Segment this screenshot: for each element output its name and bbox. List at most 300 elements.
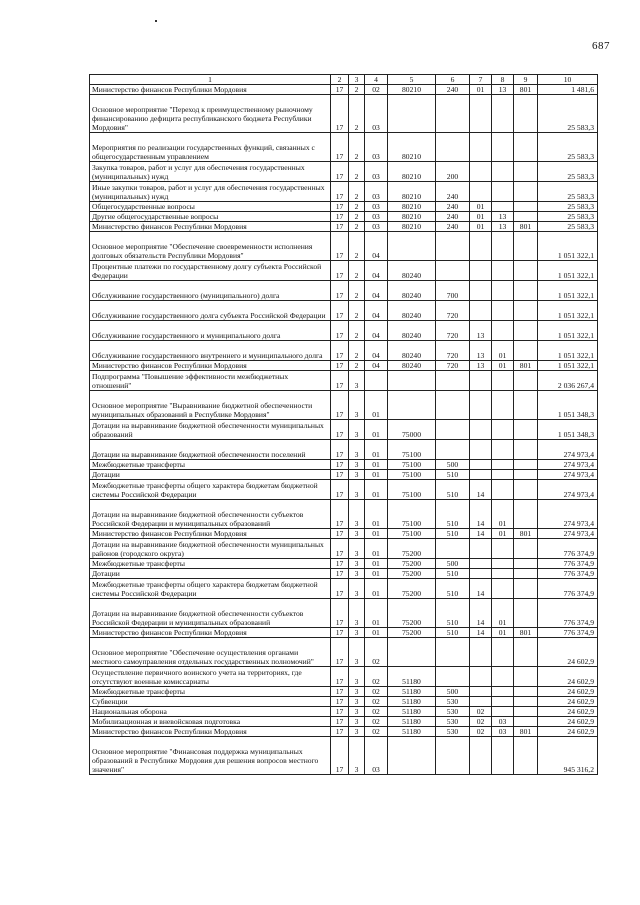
row-name-cell: Общегосударственные вопросы xyxy=(90,202,331,212)
col5-cell: 80240 xyxy=(388,301,436,321)
col6-cell: 240 xyxy=(436,222,470,232)
col6-cell: 530 xyxy=(436,727,470,737)
col5-cell: 80210 xyxy=(388,222,436,232)
col7-cell xyxy=(470,391,492,420)
amount-cell: 274 973,4 xyxy=(538,440,598,460)
col8-cell xyxy=(492,202,514,212)
col7-cell xyxy=(470,470,492,480)
col4-cell: 03 xyxy=(365,133,388,162)
col3-cell: 3 xyxy=(349,529,365,539)
col3-cell: 2 xyxy=(349,232,365,261)
table-row xyxy=(90,470,598,480)
col7-cell: 14 xyxy=(470,500,492,529)
col5-cell: 75200 xyxy=(388,579,436,599)
col4-cell: 01 xyxy=(365,470,388,480)
col9-cell xyxy=(514,500,538,529)
col3-cell: 2 xyxy=(349,162,365,182)
col6-cell xyxy=(436,95,470,133)
table-row xyxy=(90,371,598,391)
col7-cell: 14 xyxy=(470,579,492,599)
col4-cell: 01 xyxy=(365,599,388,628)
row-name-cell: Закупка товаров, работ и услуг для обеспечения государственных (муниципальных) нужд xyxy=(90,162,331,182)
col4-cell: 03 xyxy=(365,95,388,133)
col2-cell: 17 xyxy=(331,301,349,321)
amount-cell: 1 051 322,1 xyxy=(538,261,598,281)
col4-cell: 01 xyxy=(365,628,388,638)
col8-cell: 03 xyxy=(492,717,514,727)
col9-cell xyxy=(514,569,538,579)
col6-cell: 240 xyxy=(436,182,470,202)
col3-cell: 3 xyxy=(349,391,365,420)
table-row xyxy=(90,737,598,775)
col2-cell: 17 xyxy=(331,727,349,737)
col7-cell xyxy=(470,559,492,569)
col2-cell: 17 xyxy=(331,212,349,222)
col9-cell xyxy=(514,182,538,202)
col4-cell: 03 xyxy=(365,212,388,222)
row-name-cell: Основное мероприятие "Переход к преимущественному рыночному финансированию дефицита республиканского бюджета Республики Мордовия" xyxy=(90,95,331,133)
col7-cell: 01 xyxy=(470,85,492,95)
amount-cell: 24 602,9 xyxy=(538,667,598,687)
col7-cell xyxy=(470,301,492,321)
col7-cell: 01 xyxy=(470,212,492,222)
row-name-cell: Дотации на выравнивание бюджетной обеспеченности муниципальных районов (городского округа) xyxy=(90,539,331,559)
col5-cell: 80210 xyxy=(388,182,436,202)
col8-cell xyxy=(492,579,514,599)
header-cell: 6 xyxy=(436,75,470,85)
col2-cell: 17 xyxy=(331,460,349,470)
col2-cell: 17 xyxy=(331,628,349,638)
col9-cell xyxy=(514,281,538,301)
col2-cell: 17 xyxy=(331,470,349,480)
col2-cell: 17 xyxy=(331,717,349,727)
col4-cell: 02 xyxy=(365,85,388,95)
col6-cell: 240 xyxy=(436,85,470,95)
col9-cell: 801 xyxy=(514,222,538,232)
col9-cell xyxy=(514,697,538,707)
col7-cell: 02 xyxy=(470,727,492,737)
table-row xyxy=(90,687,598,697)
col4-cell: 02 xyxy=(365,727,388,737)
col2-cell: 17 xyxy=(331,500,349,529)
col2-cell: 17 xyxy=(331,737,349,775)
col7-cell xyxy=(470,162,492,182)
table-row xyxy=(90,667,598,687)
col2-cell: 17 xyxy=(331,480,349,500)
table-row xyxy=(90,301,598,321)
col2-cell: 17 xyxy=(331,697,349,707)
col9-cell xyxy=(514,539,538,559)
amount-cell: 1 051 322,1 xyxy=(538,341,598,361)
amount-cell: 1 481,6 xyxy=(538,85,598,95)
table-row xyxy=(90,500,598,529)
col6-cell xyxy=(436,440,470,460)
col3-cell: 3 xyxy=(349,470,365,480)
col9-cell: 801 xyxy=(514,361,538,371)
row-name-cell: Дотации на выравнивание бюджетной обеспеченности субъектов Российской Федерации и муниципальных образований xyxy=(90,500,331,529)
table-row xyxy=(90,85,598,95)
col6-cell: 530 xyxy=(436,717,470,727)
amount-cell: 2 036 267,4 xyxy=(538,371,598,391)
amount-cell: 25 583,3 xyxy=(538,162,598,182)
col6-cell xyxy=(436,261,470,281)
col6-cell: 510 xyxy=(436,579,470,599)
amount-cell: 776 374,9 xyxy=(538,559,598,569)
row-name-cell: Министерство финансов Республики Мордовия xyxy=(90,361,331,371)
table-row xyxy=(90,420,598,440)
col7-cell: 14 xyxy=(470,529,492,539)
col7-cell xyxy=(470,95,492,133)
col8-cell: 01 xyxy=(492,500,514,529)
col5-cell: 75100 xyxy=(388,480,436,500)
table-row xyxy=(90,212,598,222)
col8-cell xyxy=(492,687,514,697)
col5-cell: 75200 xyxy=(388,559,436,569)
col9-cell xyxy=(514,687,538,697)
header-cell: 9 xyxy=(514,75,538,85)
col2-cell: 17 xyxy=(331,638,349,667)
row-name-cell: Процентные платежи по государственному долгу субъекта Российской Федерации xyxy=(90,261,331,281)
col7-cell: 14 xyxy=(470,480,492,500)
col2-cell: 17 xyxy=(331,440,349,460)
col8-cell: 01 xyxy=(492,341,514,361)
col5-cell: 75100 xyxy=(388,440,436,460)
row-name-cell: Иные закупки товаров, работ и услуг для обеспечения государственных (муниципальных) нужд xyxy=(90,182,331,202)
col8-cell: 01 xyxy=(492,361,514,371)
amount-cell: 1 051 322,1 xyxy=(538,321,598,341)
col6-cell xyxy=(436,420,470,440)
col6-cell xyxy=(436,232,470,261)
col7-cell: 01 xyxy=(470,222,492,232)
table-row xyxy=(90,638,598,667)
header-cell: 5 xyxy=(388,75,436,85)
col6-cell: 530 xyxy=(436,707,470,717)
col5-cell: 80240 xyxy=(388,281,436,301)
col4-cell: 01 xyxy=(365,420,388,440)
table-row xyxy=(90,717,598,727)
col3-cell: 3 xyxy=(349,687,365,697)
col2-cell: 17 xyxy=(331,579,349,599)
col7-cell: 02 xyxy=(470,717,492,727)
col8-cell: 01 xyxy=(492,628,514,638)
col9-cell: 801 xyxy=(514,529,538,539)
amount-cell: 1 051 348,3 xyxy=(538,420,598,440)
amount-cell: 945 316,2 xyxy=(538,737,598,775)
col3-cell: 3 xyxy=(349,569,365,579)
amount-cell: 274 973,4 xyxy=(538,470,598,480)
table-row xyxy=(90,182,598,202)
scan-speck xyxy=(155,20,157,22)
header-cell: 1 xyxy=(90,75,331,85)
row-name-cell: Дотации на выравнивание бюджетной обеспеченности субъектов Российской Федерации и муниципальных образований xyxy=(90,599,331,628)
col2-cell: 17 xyxy=(331,361,349,371)
row-name-cell: Обслуживание государственного (муниципального) долга xyxy=(90,281,331,301)
col3-cell: 3 xyxy=(349,727,365,737)
amount-cell: 1 051 322,1 xyxy=(538,301,598,321)
col8-cell xyxy=(492,440,514,460)
col8-cell xyxy=(492,460,514,470)
col9-cell xyxy=(514,232,538,261)
col3-cell: 2 xyxy=(349,361,365,371)
col7-cell xyxy=(470,182,492,202)
col6-cell: 510 xyxy=(436,480,470,500)
col7-cell xyxy=(470,687,492,697)
col3-cell: 3 xyxy=(349,579,365,599)
col9-cell xyxy=(514,341,538,361)
table-row xyxy=(90,697,598,707)
col9-cell xyxy=(514,95,538,133)
amount-cell: 776 374,9 xyxy=(538,579,598,599)
col4-cell: 04 xyxy=(365,321,388,341)
col9-cell xyxy=(514,261,538,281)
col8-cell: 13 xyxy=(492,85,514,95)
col7-cell xyxy=(470,133,492,162)
col6-cell xyxy=(436,133,470,162)
col6-cell: 500 xyxy=(436,460,470,470)
col7-cell xyxy=(470,737,492,775)
header-cell: 8 xyxy=(492,75,514,85)
table-row xyxy=(90,707,598,717)
col7-cell xyxy=(470,539,492,559)
col7-cell xyxy=(470,667,492,687)
col5-cell: 51180 xyxy=(388,717,436,727)
col3-cell: 2 xyxy=(349,85,365,95)
col7-cell: 13 xyxy=(470,361,492,371)
table-row xyxy=(90,222,598,232)
col7-cell: 14 xyxy=(470,599,492,628)
row-name-cell: Межбюджетные трансферты общего характера бюджетам бюджетной системы Российской Федерации xyxy=(90,579,331,599)
col3-cell: 2 xyxy=(349,222,365,232)
row-name-cell: Министерство финансов Республики Мордовия xyxy=(90,727,331,737)
col4-cell: 04 xyxy=(365,301,388,321)
amount-cell: 776 374,9 xyxy=(538,599,598,628)
col3-cell: 2 xyxy=(349,281,365,301)
table-row xyxy=(90,628,598,638)
col4-cell: 01 xyxy=(365,391,388,420)
col6-cell: 720 xyxy=(436,301,470,321)
amount-cell: 1 051 322,1 xyxy=(538,232,598,261)
col3-cell: 2 xyxy=(349,133,365,162)
col9-cell xyxy=(514,371,538,391)
col7-cell xyxy=(470,569,492,579)
col9-cell xyxy=(514,599,538,628)
amount-cell: 25 583,3 xyxy=(538,95,598,133)
col7-cell: 02 xyxy=(470,707,492,717)
col8-cell xyxy=(492,638,514,667)
col8-cell xyxy=(492,539,514,559)
col5-cell: 51180 xyxy=(388,667,436,687)
header-cell: 3 xyxy=(349,75,365,85)
col6-cell: 240 xyxy=(436,202,470,212)
col3-cell: 3 xyxy=(349,500,365,529)
row-name-cell: Межбюджетные трансферты xyxy=(90,687,331,697)
col9-cell xyxy=(514,737,538,775)
col8-cell: 01 xyxy=(492,529,514,539)
budget-table xyxy=(89,74,598,775)
col4-cell: 01 xyxy=(365,539,388,559)
amount-cell: 1 051 348,3 xyxy=(538,391,598,420)
col3-cell: 2 xyxy=(349,212,365,222)
col6-cell xyxy=(436,638,470,667)
col3-cell: 3 xyxy=(349,599,365,628)
col3-cell: 3 xyxy=(349,539,365,559)
row-name-cell: Обслуживание государственного долга субъекта Российской Федерации xyxy=(90,301,331,321)
col4-cell: 02 xyxy=(365,697,388,707)
row-name-cell: Мероприятия по реализации государственных функций, связанных с общегосударственным управлением xyxy=(90,133,331,162)
col5-cell: 51180 xyxy=(388,697,436,707)
col6-cell: 530 xyxy=(436,697,470,707)
row-name-cell: Обслуживание государственного внутреннего и муниципального долга xyxy=(90,341,331,361)
amount-cell: 776 374,9 xyxy=(538,569,598,579)
col2-cell: 17 xyxy=(331,182,349,202)
col5-cell: 80210 xyxy=(388,133,436,162)
col6-cell: 510 xyxy=(436,569,470,579)
col2-cell: 17 xyxy=(331,420,349,440)
col3-cell: 2 xyxy=(349,95,365,133)
col3-cell: 2 xyxy=(349,202,365,212)
col8-cell: 13 xyxy=(492,222,514,232)
col5-cell xyxy=(388,95,436,133)
col4-cell: 02 xyxy=(365,667,388,687)
table-row xyxy=(90,569,598,579)
col2-cell: 17 xyxy=(331,261,349,281)
col9-cell xyxy=(514,470,538,480)
row-name-cell: Мобилизационная и вневойсковая подготовка xyxy=(90,717,331,727)
col6-cell: 720 xyxy=(436,341,470,361)
col4-cell: 02 xyxy=(365,717,388,727)
amount-cell: 274 973,4 xyxy=(538,460,598,470)
col5-cell: 51180 xyxy=(388,707,436,717)
row-name-cell: Межбюджетные трансферты общего характера бюджетам бюджетной системы Российской Федерации xyxy=(90,480,331,500)
col9-cell xyxy=(514,480,538,500)
col8-cell xyxy=(492,95,514,133)
col2-cell: 17 xyxy=(331,391,349,420)
col7-cell xyxy=(470,281,492,301)
row-name-cell: Подпрограмма "Повышение эффективности межбюджетных отношений" xyxy=(90,371,331,391)
col3-cell: 3 xyxy=(349,717,365,727)
col6-cell: 700 xyxy=(436,281,470,301)
row-name-cell: Дотации xyxy=(90,470,331,480)
col9-cell xyxy=(514,638,538,667)
col3-cell: 3 xyxy=(349,707,365,717)
amount-cell: 25 583,3 xyxy=(538,133,598,162)
col4-cell: 03 xyxy=(365,737,388,775)
amount-cell: 1 051 322,1 xyxy=(538,361,598,371)
amount-cell: 776 374,9 xyxy=(538,628,598,638)
col4-cell: 04 xyxy=(365,232,388,261)
amount-cell: 24 602,9 xyxy=(538,687,598,697)
col2-cell: 17 xyxy=(331,85,349,95)
col3-cell: 2 xyxy=(349,301,365,321)
col8-cell xyxy=(492,182,514,202)
amount-cell: 274 973,4 xyxy=(538,480,598,500)
col2-cell: 17 xyxy=(331,133,349,162)
col3-cell: 3 xyxy=(349,697,365,707)
col4-cell: 02 xyxy=(365,707,388,717)
col2-cell: 17 xyxy=(331,202,349,212)
col2-cell: 17 xyxy=(331,371,349,391)
col6-cell: 510 xyxy=(436,599,470,628)
col5-cell: 75100 xyxy=(388,500,436,529)
col2-cell: 17 xyxy=(331,687,349,697)
col5-cell xyxy=(388,232,436,261)
col5-cell xyxy=(388,638,436,667)
col5-cell: 75200 xyxy=(388,539,436,559)
col7-cell: 01 xyxy=(470,202,492,212)
row-name-cell: Основное мероприятие "Финансовая поддержка муниципальных образований в Республике Мордовия для решения вопросов местного значения" xyxy=(90,737,331,775)
col5-cell: 80210 xyxy=(388,212,436,222)
col5-cell: 75200 xyxy=(388,569,436,579)
table-row xyxy=(90,480,598,500)
col8-cell xyxy=(492,667,514,687)
col8-cell xyxy=(492,321,514,341)
row-name-cell: Министерство финансов Республики Мордовия xyxy=(90,85,331,95)
col6-cell: 200 xyxy=(436,162,470,182)
col9-cell xyxy=(514,162,538,182)
table-row xyxy=(90,321,598,341)
row-name-cell: Дотации на выравнивание бюджетной обеспеченности муниципальных образований xyxy=(90,420,331,440)
col2-cell: 17 xyxy=(331,95,349,133)
col9-cell xyxy=(514,559,538,569)
amount-cell: 24 602,9 xyxy=(538,707,598,717)
col4-cell: 04 xyxy=(365,361,388,371)
col3-cell: 3 xyxy=(349,440,365,460)
col8-cell xyxy=(492,162,514,182)
table-row xyxy=(90,341,598,361)
col9-cell xyxy=(514,667,538,687)
col8-cell xyxy=(492,133,514,162)
col2-cell: 17 xyxy=(331,162,349,182)
col6-cell: 720 xyxy=(436,361,470,371)
col8-cell xyxy=(492,232,514,261)
col5-cell: 80240 xyxy=(388,321,436,341)
col5-cell: 75200 xyxy=(388,599,436,628)
col2-cell: 17 xyxy=(331,222,349,232)
col5-cell xyxy=(388,737,436,775)
col7-cell xyxy=(470,697,492,707)
col4-cell: 03 xyxy=(365,222,388,232)
row-name-cell: Основное мероприятие "Обеспечение своевременности исполнения долговых обязательств Республики Мордовия" xyxy=(90,232,331,261)
col5-cell: 80240 xyxy=(388,261,436,281)
col9-cell xyxy=(514,301,538,321)
col4-cell: 01 xyxy=(365,529,388,539)
amount-cell: 25 583,3 xyxy=(538,222,598,232)
col6-cell: 510 xyxy=(436,500,470,529)
table-row xyxy=(90,202,598,212)
col3-cell: 3 xyxy=(349,420,365,440)
col6-cell xyxy=(436,539,470,559)
col7-cell xyxy=(470,371,492,391)
table-row xyxy=(90,460,598,470)
col7-cell: 14 xyxy=(470,628,492,638)
col9-cell xyxy=(514,717,538,727)
col6-cell: 240 xyxy=(436,212,470,222)
col6-cell xyxy=(436,737,470,775)
col6-cell xyxy=(436,371,470,391)
row-name-cell: Дотации на выравнивание бюджетной обеспеченности поселений xyxy=(90,440,331,460)
col2-cell: 17 xyxy=(331,232,349,261)
col2-cell: 17 xyxy=(331,559,349,569)
row-name-cell: Министерство финансов Республики Мордовия xyxy=(90,529,331,539)
table-row xyxy=(90,162,598,182)
col8-cell xyxy=(492,420,514,440)
table-row xyxy=(90,559,598,569)
row-name-cell: Межбюджетные трансферты xyxy=(90,460,331,470)
header-cell: 2 xyxy=(331,75,349,85)
col3-cell: 3 xyxy=(349,559,365,569)
col8-cell xyxy=(492,371,514,391)
col9-cell: 801 xyxy=(514,628,538,638)
